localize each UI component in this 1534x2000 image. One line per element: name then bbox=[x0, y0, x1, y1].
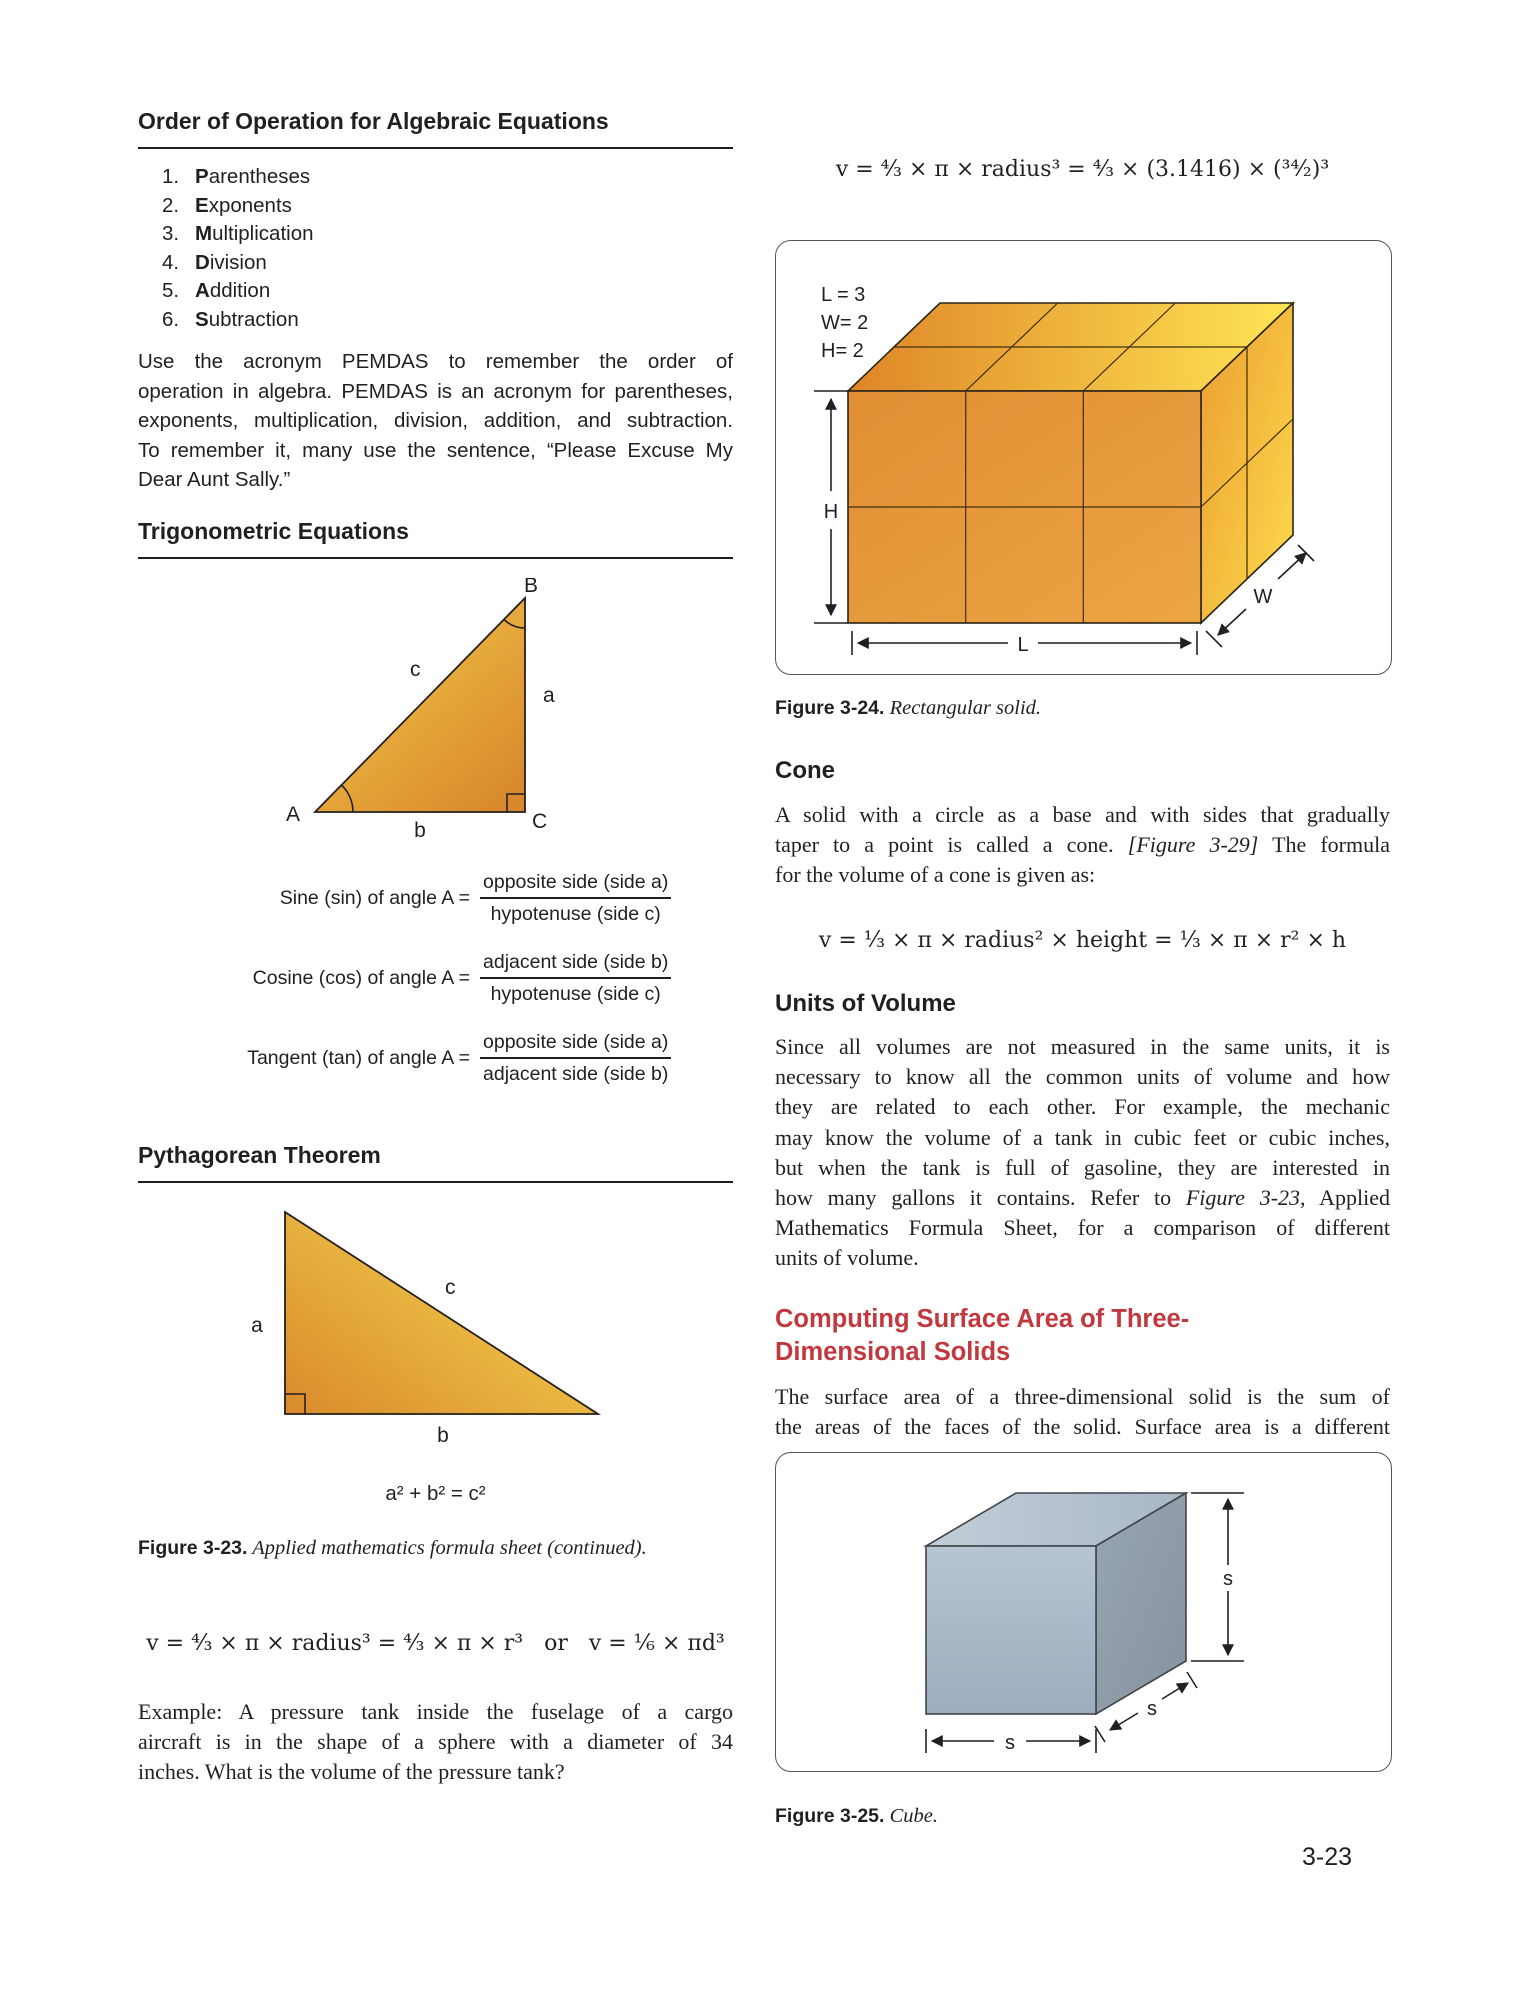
surface-area-paragraph: The surface area of a three-dimensional solid is the sum of the areas of the faces of the solid. Surface area is a different bbox=[775, 1384, 1390, 1440]
list-item: 6. Subtraction bbox=[162, 307, 299, 331]
trig-right-triangle-figure bbox=[240, 578, 570, 843]
list-item: 1. Parentheses bbox=[162, 165, 311, 188]
sphere-volume-calculation: v = ⁴⁄₃ × π × radius³ = ⁴⁄₃ × (3.1416) × (³⁴⁄₂)³ bbox=[835, 157, 1330, 182]
pythagorean-formula: a² + b² = c² bbox=[385, 1482, 486, 1505]
vertex-label-A: A bbox=[286, 803, 301, 826]
sine-formula: Sine (sin) of angle A = $\frac{\text{opposite side (side a)}}{\text{hypotenuse (side c)}}$ bbox=[138, 870, 708, 927]
list-item: 2. Exponents bbox=[162, 193, 292, 217]
sphere-volume-formula: v = ⁴⁄₃ × π × radius³ = ⁴⁄₃ × π × r³ or v = ¹⁄₆ × πd³ bbox=[146, 1631, 725, 1656]
heading-computing-surface-area: Computing Surface Area of Three- Dimensional Solids bbox=[775, 1305, 1190, 1366]
side-label-c: c bbox=[410, 658, 421, 681]
heading-trigonometric-equations: Trigonometric Equations bbox=[138, 516, 733, 559]
side-label-b: b bbox=[437, 1424, 449, 1447]
dimension-H-equals-2: H= 2 bbox=[821, 340, 864, 362]
side-label-a: a bbox=[251, 1314, 263, 1337]
figure-reference: Figure 3-23 bbox=[1185, 1185, 1301, 1211]
heading-units-of-volume: Units of Volume bbox=[775, 990, 956, 1017]
vertex-label-B: B bbox=[524, 578, 539, 597]
figure-3-23-caption: Figure 3-23. Applied mathematics formula sheet (continued). bbox=[138, 1537, 647, 1559]
vertex-label-C: C bbox=[532, 810, 548, 833]
length-dimension-label: L bbox=[1017, 634, 1029, 656]
figure-3-24-caption: Figure 3-24. Rectangular solid. bbox=[775, 697, 1042, 719]
list-item: 5. Addition bbox=[162, 279, 271, 303]
width-dimension-label: W bbox=[1253, 586, 1273, 608]
pemdas-paragraph: Use the acronym PEMDAS to remember the order of operation in algebra. PEMDAS is an acronym for parentheses, exponents, multiplication, division, addition, and subtraction. To remember it, many use the sentence, “Please Excuse My Dear Aunt Sally.” bbox=[138, 350, 733, 492]
side-dimension-label: s bbox=[1147, 1698, 1157, 1720]
rectangular-solid-figure bbox=[776, 241, 1388, 671]
heading-order-of-operation: Order of Operation for Algebraic Equations bbox=[138, 106, 733, 149]
heading-cone: Cone bbox=[775, 757, 835, 784]
list-item: 3. Multiplication bbox=[162, 222, 314, 246]
figure-reference: [Figure 3-29] bbox=[1127, 832, 1259, 858]
cosine-formula: Cosine (cos) of angle A = $\frac{\text{adjacent side (side b)}}{\text{hypotenuse (side c)}}$ bbox=[138, 950, 708, 1007]
fraction: $\frac{\text{adjacent side (side b)}}{\text{hypotenuse (side c)}}$ bbox=[480, 950, 671, 1007]
dimension-W-equals-2: W= 2 bbox=[821, 312, 869, 334]
page-number: 3-23 bbox=[1302, 1843, 1353, 1871]
side-dimension-label: s bbox=[1223, 1568, 1233, 1590]
side-dimension-label: s bbox=[1005, 1732, 1015, 1754]
cube-figure bbox=[776, 1453, 1388, 1768]
side-label-a: a bbox=[543, 684, 555, 707]
list-item: 4. Division bbox=[162, 250, 267, 274]
fraction: $\frac{\text{opposite side (side a)}}{\text{adjacent side (side b)}}$ bbox=[480, 1030, 671, 1087]
figure-3-24-box bbox=[775, 240, 1392, 675]
heading-pythagorean-theorem: Pythagorean Theorem bbox=[138, 1140, 733, 1183]
fraction: $\frac{\text{opposite side (side a)}}{\text{hypotenuse (side c)}}$ bbox=[480, 870, 671, 927]
side-label-c: c bbox=[445, 1276, 456, 1299]
figure-3-25-box bbox=[775, 1452, 1392, 1772]
dimension-L-equals-3: L = 3 bbox=[821, 284, 866, 306]
figure-3-25-caption: Figure 3-25. Cube. bbox=[775, 1805, 938, 1827]
pythagorean-triangle-figure bbox=[205, 1196, 645, 1448]
tangent-formula: Tangent (tan) of angle A = $\frac{\text{opposite side (side a)}}{\text{adjacent side (side b)}}$ bbox=[138, 1030, 708, 1087]
cone-paragraph: A solid with a circle as a base and with sides that gradually taper to a point is called a cone. [Figure 3-29] The formula for the volume of a cone is given as: bbox=[775, 802, 1390, 888]
cone-volume-formula: v = ¹⁄₃ × π × radius² × height = ¹⁄₃ × π × r² × h bbox=[818, 928, 1347, 953]
side-label-b: b bbox=[414, 819, 426, 842]
units-of-volume-paragraph: Since all volumes are not measured in the same units, it is necessary to know all the common units of volume and how they are related to each other. For example, the mechanic may know the volume of a tank in cubic feet or cubic inches, but when the tank is full of gasoline, they are interested in how many gallons it contains. Refer to Figure 3-23, Applied Mathematics Formula Sheet, for a comparison of different units of volume. bbox=[775, 1034, 1390, 1271]
sphere-example-paragraph: Example: A pressure tank inside the fuselage of a cargo aircraft is in the shape of a sphere with a diameter of 34 inches. What is the volume of the pressure tank? bbox=[138, 1699, 733, 1785]
pemdas-ordered-list bbox=[162, 163, 314, 335]
height-dimension-label: H bbox=[823, 501, 839, 523]
